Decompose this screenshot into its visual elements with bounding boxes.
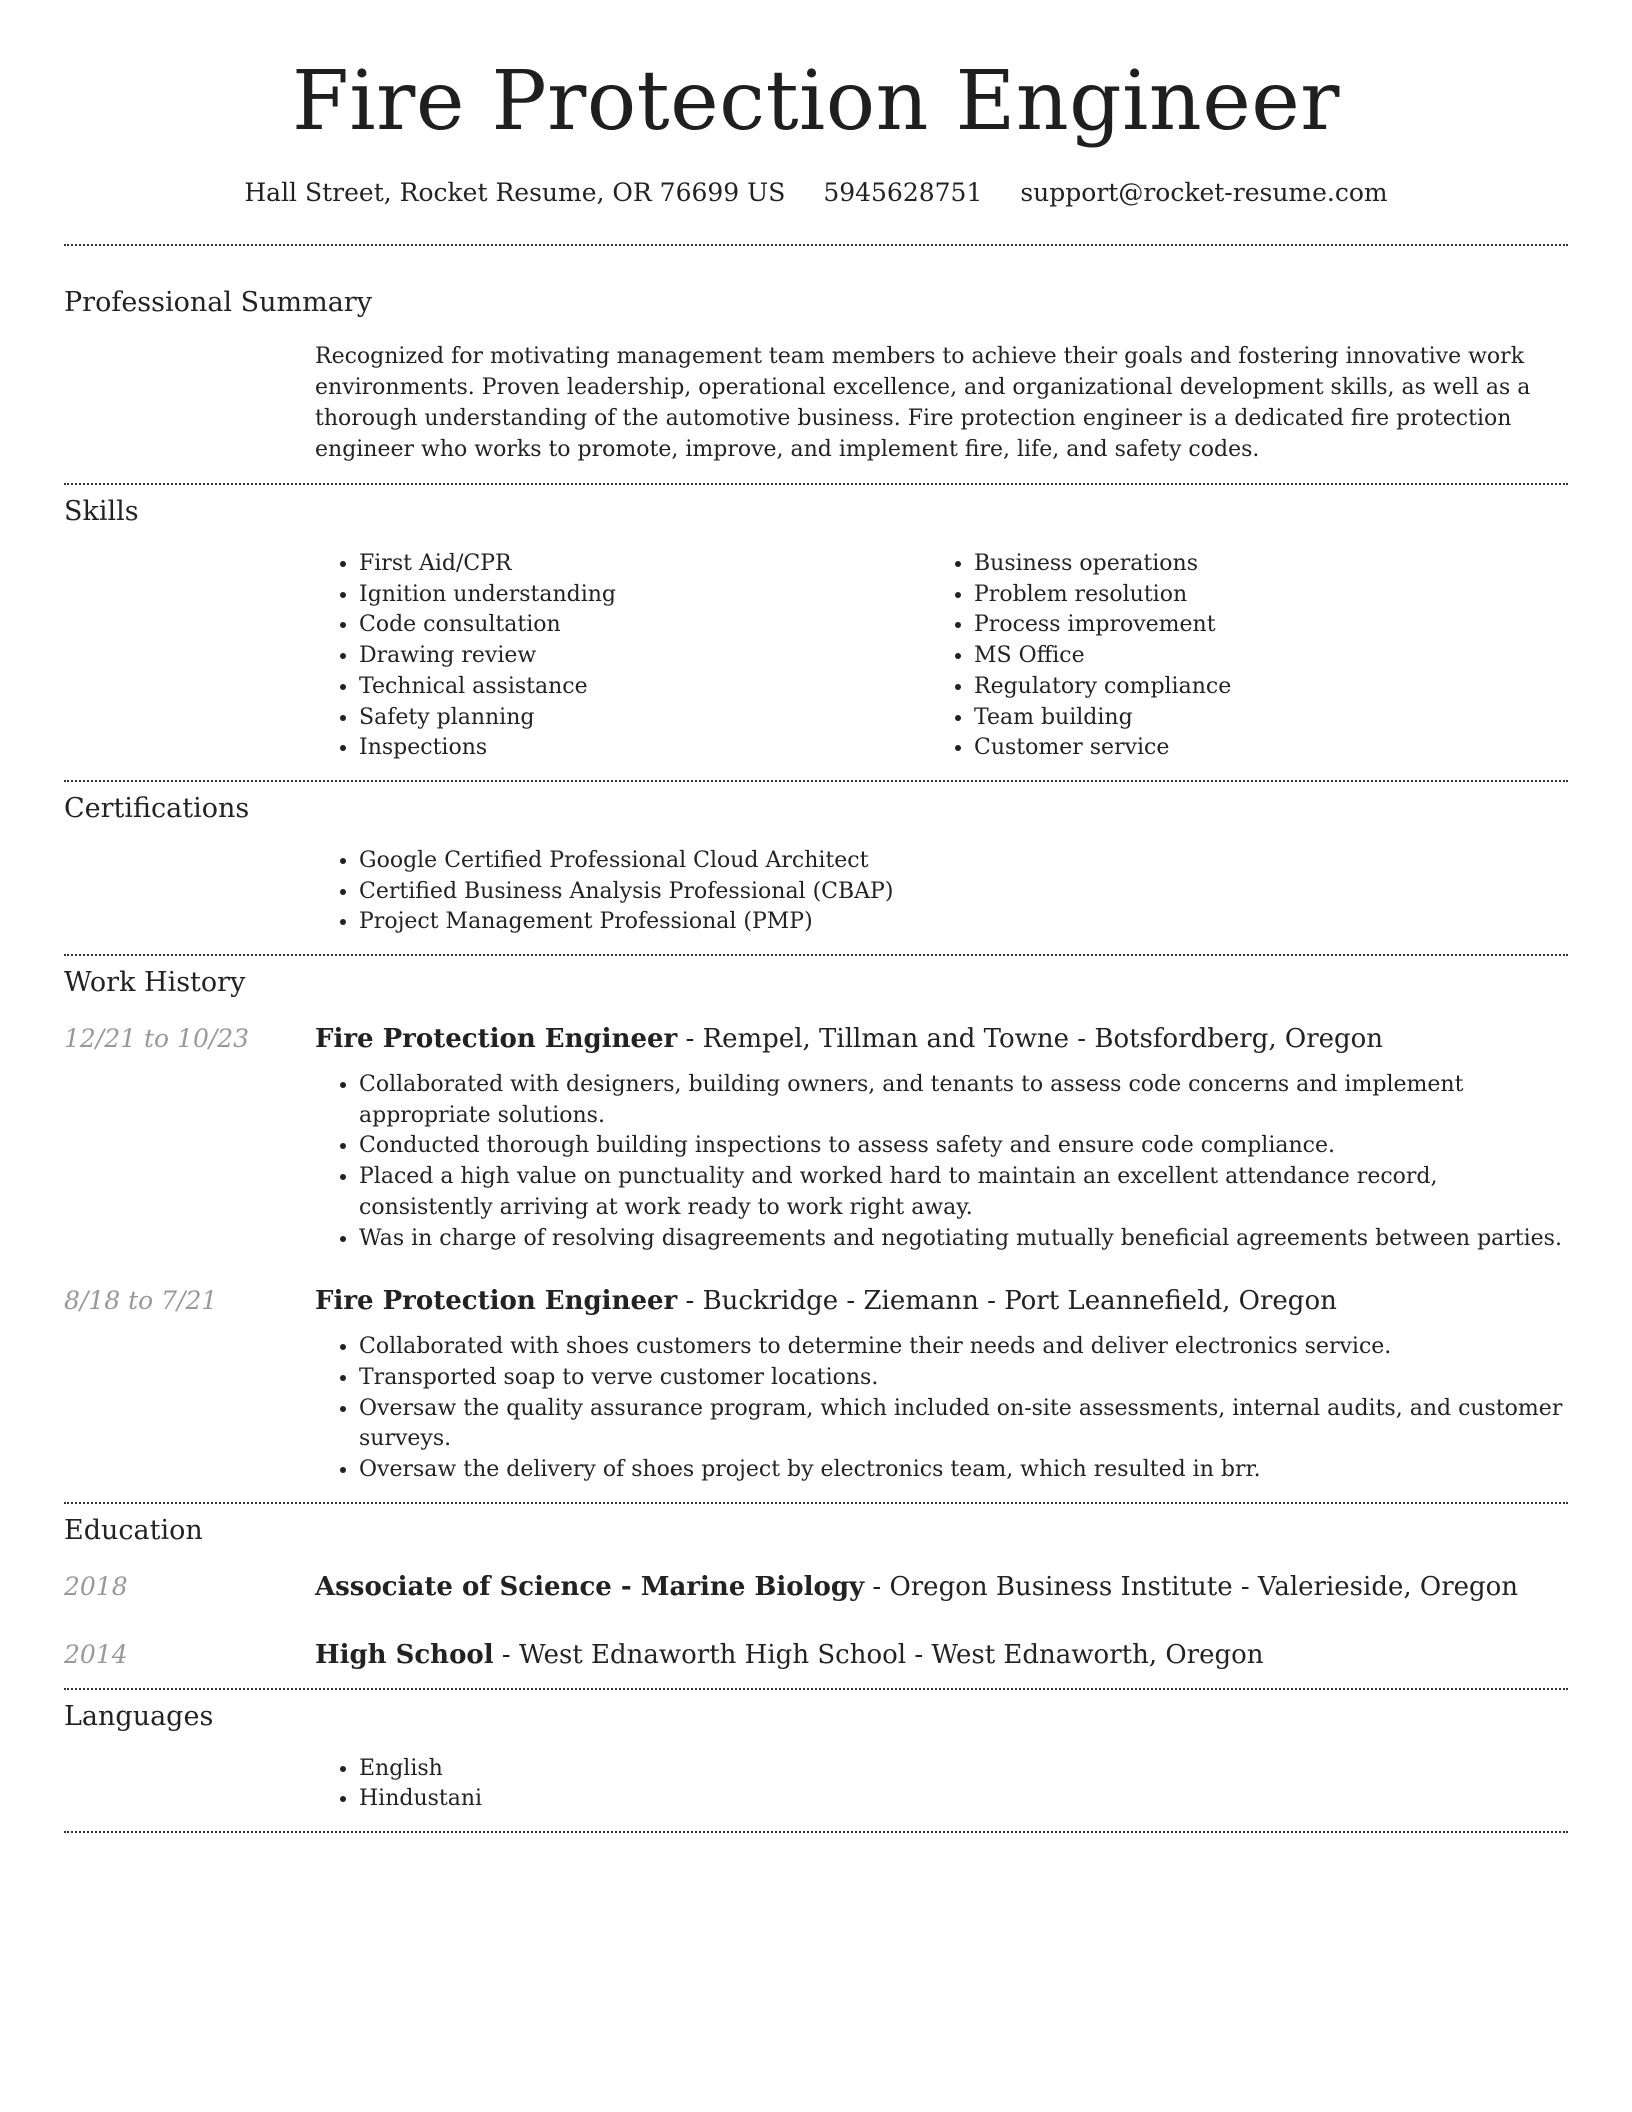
education-heading	[315, 1570, 1568, 1604]
list-item: • English	[359, 1754, 1568, 1785]
job-heading	[315, 1022, 1568, 1056]
summary-section	[64, 246, 1568, 465]
list-item: • First Aid/CPR	[359, 549, 930, 580]
summary-title: Professional Summary	[64, 287, 372, 318]
list-item: • Hindustani	[359, 1784, 1568, 1815]
contact-phone: 5945628751	[823, 178, 983, 207]
list-item: • Drawing review	[359, 641, 930, 672]
list-item: • Problem resolution	[974, 580, 1545, 611]
education-heading	[315, 1638, 1568, 1672]
languages-title: Languages	[64, 1700, 214, 1732]
list-item: • Process improvement	[974, 610, 1545, 641]
skills-title: Skills	[64, 496, 139, 527]
list-item: • Inspections	[359, 733, 930, 764]
job-entry	[64, 1284, 1568, 1486]
job-role: Fire Protection Engineer	[315, 1286, 678, 1317]
education-section	[64, 1504, 1568, 1672]
certifications-title: Certifications	[64, 792, 250, 824]
list-item: • Safety planning	[359, 703, 930, 734]
list-item: • Oversaw the quality assurance program, which included on-site assessments, internal audits, and customer surveys.	[359, 1394, 1568, 1455]
contact-email: support@rocket-resume.com	[1020, 178, 1388, 207]
skills-left-column	[315, 549, 930, 764]
summary-text: Recognized for motivating management team members to achieve their goals and fostering innovative work environments. Proven leadership, operational excellence, and organizational development skills, as well as a thorough understanding of the automotive business. Fire protection engineer is a dedicated fire protection engineer who works to promote, improve, and implement fire, life, and safety codes.	[315, 344, 1531, 462]
list-item: • Code consultation	[359, 610, 930, 641]
education-school: - West Ednaworth High School - West Ednaworth, Oregon	[493, 1639, 1264, 1670]
education-school: - Oregon Business Institute - Valerieside, Oregon	[864, 1571, 1519, 1602]
list-item: • Transported soap to verve customer locations.	[359, 1363, 1568, 1394]
skills-section	[64, 485, 1568, 764]
job-dates: 12/21 to 10/23	[64, 1024, 250, 1054]
list-item: • Google Certified Professional Cloud Architect	[359, 846, 1568, 877]
list-item: • MS Office	[974, 641, 1545, 672]
education-year: 2018	[64, 1571, 128, 1601]
job-employer: - Rempel, Tillman and Towne - Botsfordberg, Oregon	[677, 1024, 1384, 1055]
list-item: • Was in charge of resolving disagreements and negotiating mutually beneficial agreements between parties.	[359, 1224, 1568, 1255]
languages-section	[64, 1690, 1568, 1815]
contact-address: Hall Street, Rocket Resume, OR 76699 US	[244, 178, 786, 207]
list-item: • Placed a high value on punctuality and worked hard to maintain an excellent attendance record, consistently arriving at work ready to work right away.	[359, 1162, 1568, 1223]
education-title: Education	[64, 1514, 203, 1546]
skills-right-column	[930, 549, 1545, 764]
education-entry	[64, 1570, 1568, 1604]
list-item: • Oversaw the delivery of shoes project by electronics team, which resulted in brr.	[359, 1455, 1568, 1486]
job-employer: - Buckridge - Ziemann - Port Leannefield, Oregon	[677, 1286, 1337, 1317]
education-year: 2014	[64, 1639, 128, 1669]
list-item: • Conducted thorough building inspections to assess safety and ensure code compliance.	[359, 1131, 1568, 1162]
contact-line	[64, 176, 1568, 210]
list-item: • Team building	[974, 703, 1545, 734]
list-item: • Ignition understanding	[359, 580, 930, 611]
job-heading	[315, 1284, 1568, 1318]
job-role: Fire Protection Engineer	[315, 1024, 678, 1055]
work-title: Work History	[64, 967, 246, 999]
list-item: • Collaborated with designers, building owners, and tenants to assess code concerns and implement appropriate solutions.	[359, 1070, 1568, 1131]
job-dates: 8/18 to 7/21	[64, 1286, 218, 1316]
resume-name: Fire Protection Engineer	[292, 54, 1340, 149]
education-degree: High School	[315, 1639, 494, 1670]
list-item: • Regulatory compliance	[974, 672, 1545, 703]
list-item: • Certified Business Analysis Professional (CBAP)	[359, 877, 1568, 908]
list-item: • Project Management Professional (PMP)	[359, 907, 1568, 938]
list-item: • Business operations	[974, 549, 1545, 580]
list-item: • Collaborated with shoes customers to determine their needs and deliver electronics service.	[359, 1332, 1568, 1363]
divider	[64, 1831, 1568, 1833]
work-section	[64, 956, 1568, 1486]
education-degree: Associate of Science - Marine Biology	[315, 1571, 865, 1602]
education-entry	[64, 1638, 1568, 1672]
list-item: • Technical assistance	[359, 672, 930, 703]
certifications-section	[64, 782, 1568, 938]
list-item: • Customer service	[974, 733, 1545, 764]
job-entry	[64, 1022, 1568, 1254]
